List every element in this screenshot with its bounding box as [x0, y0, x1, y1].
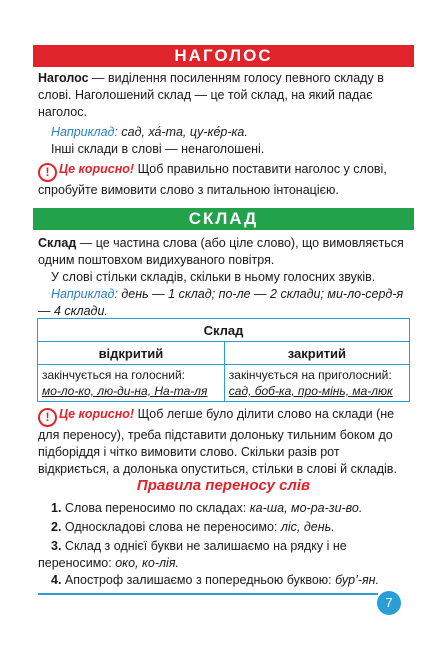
rule-text: Склад з однієї букви не залишаємо на рядку і не переносимо:	[38, 539, 347, 570]
syllable-count-rule: У слові стільки складів, скільки в ньому голосних звуків.	[51, 270, 376, 284]
syllable-example-label: Наприклад:	[51, 287, 118, 301]
list-item	[38, 519, 410, 536]
rule-example: ліс, день.	[280, 520, 335, 534]
stress-tip-text: Щоб правильно поставити наголос у слові, спробуйте вимовити слово з питальною інтонацією.	[38, 162, 387, 197]
syllable-definition	[38, 235, 410, 269]
open-syllable-cell	[38, 365, 225, 402]
syllable-term: Склад	[38, 236, 77, 250]
rules-title: Правила переносу слів	[136, 477, 311, 494]
syllable-example-text: день — 1 склад; по-ле — 2 склади; ми-ло-серд-я — 4 склади.	[38, 287, 404, 318]
closed-syllable-header: закритий	[224, 342, 409, 365]
syllable-example	[38, 286, 410, 320]
rule-text: Односкладові слова не переносимо:	[61, 520, 281, 534]
footer-divider	[38, 593, 378, 595]
rule-number: 2.	[51, 520, 62, 534]
rule-text: Слова переносимо по складах:	[61, 501, 250, 515]
table-row	[38, 342, 410, 365]
list-item	[38, 572, 410, 589]
syllable-tip-text: Щоб легше було ділити слово на склади (не для переносу), треба підставити долоньку тильним боком до підборіддя і чітко вимовити слово. Скільки разів рот відкриється, а долонька опуститься, стільки в слові й складів.	[38, 407, 397, 476]
closed-desc: закінчується на приголосний:	[228, 368, 392, 382]
stress-example-label: Наприклад:	[51, 125, 118, 139]
table-row	[38, 319, 410, 342]
open-desc: закінчується на голосний:	[42, 368, 186, 382]
stress-tip	[38, 161, 410, 199]
rule-number: 4.	[51, 573, 62, 587]
stress-definition	[38, 70, 410, 121]
open-syllable-header: відкритий	[38, 342, 225, 365]
closed-examples: сад, боб-ка, про-мінь, ма-люк	[228, 384, 393, 398]
table-row	[38, 365, 410, 402]
stress-example-text: сад, ха́-та, цу-ке́р-ка.	[117, 125, 248, 139]
rule-number: 1.	[51, 501, 62, 515]
warning-icon: !	[38, 408, 57, 427]
section-title-stress: НАГОЛОС	[33, 45, 414, 67]
stress-term: Наголос	[38, 71, 89, 85]
open-examples: мо-ло-ко, лю-ди-на, На-та-ля	[42, 384, 208, 398]
rule-example: бур’-ян.	[335, 573, 380, 587]
rule-example: ка-ша, мо-ра-зи-во.	[249, 501, 363, 515]
list-item	[38, 500, 410, 517]
rule-example: око, ко-лія.	[115, 556, 179, 570]
table-header: Склад	[38, 319, 410, 342]
stress-example	[38, 124, 410, 141]
rule-text: Апостроф залишаємо з попередньою буквою:	[61, 573, 336, 587]
rule-number: 3.	[51, 539, 62, 553]
syllable-tip	[38, 406, 410, 478]
stress-tip-label: Це корисно!	[59, 162, 135, 176]
syllable-tip-label: Це корисно!	[59, 407, 135, 421]
section-title-syllable: СКЛАД	[33, 208, 414, 230]
stress-unstressed: Інші склади в слові — ненаголошені.	[51, 142, 265, 156]
warning-icon: !	[38, 163, 57, 182]
closed-syllable-cell	[224, 365, 409, 402]
list-item	[38, 538, 410, 572]
syllable-table	[37, 318, 410, 402]
page-number: 7	[377, 591, 401, 615]
syllable-def-text: — це частина слова (або ціле слово), що вимовляється одним поштовхом видихуваного повітря.	[38, 236, 404, 267]
stress-def-text: — виділення посиленням голосу певного складу в слові. Наголошений склад — це той склад, на який падає наголос.	[38, 71, 384, 119]
